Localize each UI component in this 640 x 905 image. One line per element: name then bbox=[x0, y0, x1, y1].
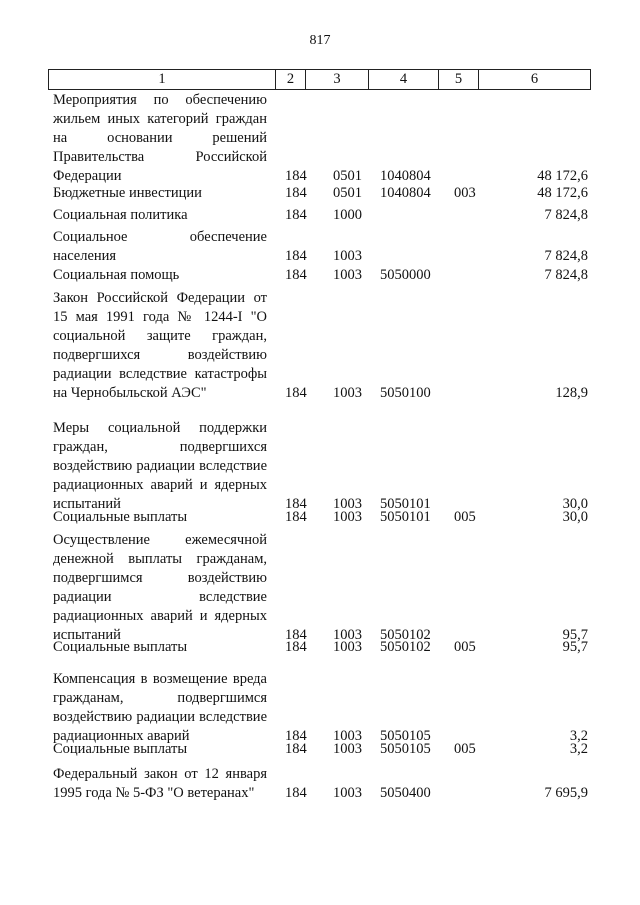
row-cell-c4: 5050000 bbox=[380, 267, 431, 283]
row-cell-c2: 184 bbox=[285, 509, 307, 525]
row-description: Мероприятия по обеспечению жильем иных категорий граждан на основании решений Правительства Российской Федерации bbox=[53, 92, 267, 184]
header-col-2: 2 bbox=[276, 70, 306, 89]
row-cell-c5: 003 bbox=[454, 185, 476, 201]
row-cell-c3: 1003 bbox=[333, 785, 362, 801]
table-header bbox=[48, 69, 591, 90]
row-cell-c4: 5050400 bbox=[380, 785, 431, 801]
row-cell-c4: 5050101 bbox=[380, 509, 431, 525]
row-cell-c3: 0501 bbox=[333, 185, 362, 201]
row-cell-c4: 1040804 bbox=[380, 185, 431, 201]
row-description: Бюджетные инвестиции bbox=[53, 185, 202, 201]
table-row bbox=[53, 91, 588, 186]
row-cell-c3: 1003 bbox=[333, 248, 362, 264]
row-cell-c2: 184 bbox=[285, 207, 307, 223]
table-row bbox=[53, 638, 588, 657]
table-row bbox=[53, 670, 588, 746]
table-row bbox=[53, 289, 588, 403]
header-col-4: 4 bbox=[369, 70, 439, 89]
table-row bbox=[53, 531, 588, 645]
table-row bbox=[53, 765, 588, 803]
row-cell-c4: 5050105 bbox=[380, 741, 431, 757]
row-description: Социальная помощь bbox=[53, 267, 180, 283]
row-cell-c4: 5050105 bbox=[380, 728, 431, 744]
row-cell-c2: 184 bbox=[285, 728, 307, 744]
row-cell-c6: 7 824,8 bbox=[544, 267, 588, 283]
row-description: Закон Российской Федерации от 15 мая 1991 года № 1244-I "О социальной защите граждан, подвергшихся воздействию радиации вследствие катастрофы на Чернобыльской АЭС" bbox=[53, 290, 267, 401]
header-col-6: 6 bbox=[530, 71, 539, 87]
row-cell-c2: 184 bbox=[285, 385, 307, 401]
row-cell-c4: 5050102 bbox=[380, 639, 431, 655]
row-cell-c6: 3,2 bbox=[569, 728, 588, 744]
row-cell-c6: 95,7 bbox=[562, 627, 588, 643]
table-row bbox=[53, 184, 588, 203]
row-cell-c2: 184 bbox=[285, 627, 307, 643]
row-description: Осуществление ежемесячной денежной выплаты гражданам, подвергшимся воздействию радиации вследствие радиационных аварий и ядерных испытаний bbox=[53, 532, 267, 643]
header-col-1: 1 bbox=[49, 70, 276, 89]
table-row bbox=[53, 740, 588, 759]
row-description: Социальные выплаты bbox=[53, 639, 188, 655]
table-row bbox=[53, 508, 588, 527]
table-row bbox=[53, 266, 588, 285]
row-cell-c2: 184 bbox=[285, 267, 307, 283]
row-cell-c3: 1003 bbox=[333, 267, 362, 283]
row-cell-c4: 1040804 bbox=[380, 168, 431, 184]
row-cell-c2: 184 bbox=[285, 741, 307, 757]
table-row bbox=[53, 228, 588, 266]
row-description: Меры социальной поддержки граждан, подвергшихся воздействию радиации вследствие радиационных аварий и ядерных испытаний bbox=[53, 420, 267, 512]
row-cell-c6: 95,7 bbox=[562, 639, 588, 655]
row-cell-c3: 1000 bbox=[333, 207, 362, 223]
row-cell-c2: 184 bbox=[285, 639, 307, 655]
row-cell-c6: 7 695,9 bbox=[544, 785, 588, 801]
row-cell-c6: 48 172,6 bbox=[537, 185, 588, 201]
row-cell-c2: 184 bbox=[285, 496, 307, 512]
header-col-5: 5 bbox=[439, 70, 479, 89]
row-cell-c4: 5050100 bbox=[380, 385, 431, 401]
row-cell-c3: 1003 bbox=[333, 385, 362, 401]
header-col-3: 3 bbox=[306, 70, 369, 89]
row-cell-c2: 184 bbox=[285, 248, 307, 264]
row-cell-c6: 128,9 bbox=[555, 385, 588, 401]
row-cell-c6: 30,0 bbox=[562, 496, 588, 512]
row-cell-c6: 30,0 bbox=[562, 509, 588, 525]
row-cell-c6: 3,2 bbox=[569, 741, 588, 757]
row-description: Социальное обеспечение населения bbox=[53, 229, 267, 264]
row-cell-c3: 1003 bbox=[333, 728, 362, 744]
row-cell-c5: 005 bbox=[454, 741, 476, 757]
row-cell-c3: 1003 bbox=[333, 627, 362, 643]
row-cell-c3: 1003 bbox=[333, 639, 362, 655]
row-cell-c6: 48 172,6 bbox=[537, 168, 588, 184]
table-row bbox=[53, 206, 588, 225]
table-row bbox=[53, 419, 588, 514]
row-cell-c6: 7 824,8 bbox=[544, 248, 588, 264]
row-cell-c3: 0501 bbox=[333, 168, 362, 184]
row-description: Социальная политика bbox=[53, 207, 188, 223]
row-cell-c2: 184 bbox=[285, 168, 307, 184]
row-description: Федеральный закон от 12 января 1995 года № 5-ФЗ "О ветеранах" bbox=[53, 766, 267, 801]
row-cell-c5: 005 bbox=[454, 639, 476, 655]
row-description: Социальные выплаты bbox=[53, 509, 188, 525]
row-description: Социальные выплаты bbox=[53, 741, 188, 757]
row-cell-c2: 184 bbox=[285, 785, 307, 801]
row-cell-c3: 1003 bbox=[333, 509, 362, 525]
row-cell-c3: 1003 bbox=[333, 741, 362, 757]
row-cell-c6: 7 824,8 bbox=[544, 207, 588, 223]
row-cell-c5: 005 bbox=[454, 509, 476, 525]
row-description: Компенсация в возмещение вреда гражданам, подвергшимся воздействию радиации вследствие радиационных аварий bbox=[53, 671, 267, 744]
page-number: 817 bbox=[309, 33, 331, 48]
row-cell-c2: 184 bbox=[285, 185, 307, 201]
row-cell-c4: 5050102 bbox=[380, 627, 431, 643]
row-cell-c4: 5050101 bbox=[380, 496, 431, 512]
row-cell-c3: 1003 bbox=[333, 496, 362, 512]
